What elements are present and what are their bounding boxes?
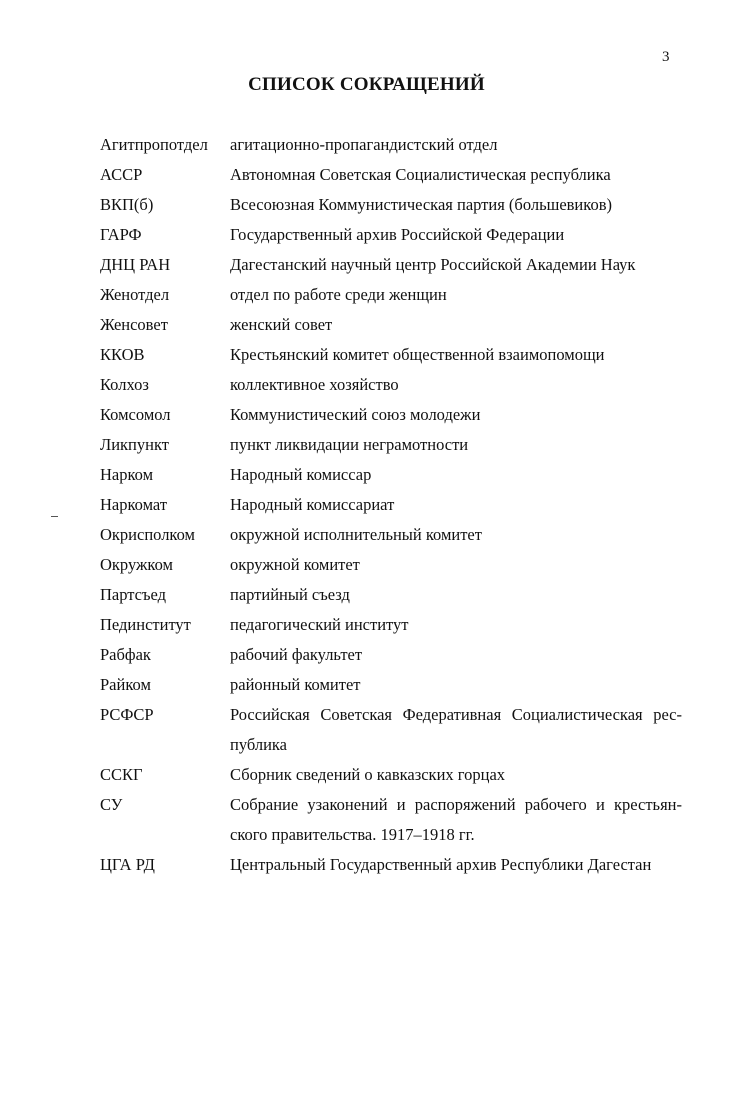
abbreviation-entry — [0, 280, 733, 310]
definition-line: партийный съезд — [230, 585, 350, 604]
abbreviation-definition — [230, 700, 682, 760]
abbreviation-entry — [0, 430, 733, 460]
definition-line: Крестьянский комитет общественной взаимопомощи — [230, 345, 605, 364]
abbreviation-term: Рабфак — [100, 645, 151, 664]
abbreviation-entry — [0, 520, 733, 550]
abbreviation-term: ССКГ — [100, 765, 143, 784]
abbreviation-entry — [0, 700, 733, 760]
definition-line: Народный комиссариат — [230, 495, 395, 514]
definition-line: Центральный Государственный архив Республики Дагестан — [230, 855, 652, 874]
abbreviation-entry — [0, 550, 733, 580]
abbreviation-term: Колхоз — [100, 375, 149, 394]
page-title: СПИСОК СОКРАЩЕНИЙ — [248, 74, 485, 95]
abbreviation-term: Женотдел — [100, 285, 170, 304]
abbreviation-definition — [230, 580, 682, 610]
definition-line: коллективное хозяйство — [230, 375, 399, 394]
abbreviation-definition — [230, 400, 682, 430]
abbreviation-term: Ликпункт — [100, 435, 169, 454]
abbreviation-term: ГАРФ — [100, 225, 142, 244]
definition-line: Сборник сведений о кавказских горцах — [230, 765, 506, 784]
abbreviation-entry — [0, 250, 733, 280]
abbreviation-list — [0, 130, 733, 880]
abbreviation-entry — [0, 850, 733, 880]
abbreviation-entry — [0, 610, 733, 640]
abbreviation-definition — [230, 610, 682, 640]
abbreviation-entry — [0, 400, 733, 430]
abbreviation-entry — [0, 160, 733, 190]
abbreviation-term: ЦГА РД — [100, 855, 155, 874]
abbreviation-entry — [0, 670, 733, 700]
abbreviation-definition — [230, 460, 682, 490]
abbreviation-entry — [0, 190, 733, 220]
abbreviation-definition — [230, 670, 682, 700]
abbreviation-term: Партсъед — [100, 585, 167, 604]
definition-line: Собрание узаконений и распоряжений рабочего и крестьян- — [230, 795, 682, 814]
abbreviation-entry — [0, 310, 733, 340]
abbreviation-entry — [0, 460, 733, 490]
abbreviation-term: ДНЦ РАН — [100, 255, 171, 274]
definition-line: Коммунистический союз молодежи — [230, 405, 481, 424]
abbreviation-term: ККОВ — [100, 345, 145, 364]
abbreviation-term: ВКП(б) — [100, 195, 154, 214]
definition-line: публика — [230, 735, 288, 754]
definition-line: пункт ликвидации неграмотности — [230, 435, 469, 454]
abbreviation-term: Пединститут — [100, 615, 191, 634]
abbreviation-definition — [230, 490, 682, 520]
page-number: 3 — [662, 49, 670, 65]
definition-line: женский совет — [230, 315, 333, 334]
abbreviation-entry — [0, 760, 733, 790]
abbreviation-entry — [0, 640, 733, 670]
definition-line: районный комитет — [230, 675, 361, 694]
abbreviation-definition — [230, 190, 682, 220]
abbreviation-entry — [0, 790, 733, 850]
abbreviation-definition — [230, 250, 682, 280]
abbreviation-term: АССР — [100, 165, 143, 184]
abbreviation-definition — [230, 280, 682, 310]
abbreviation-definition — [230, 430, 682, 460]
definition-line: отдел по работе среди женщин — [230, 285, 447, 304]
abbreviation-definition — [230, 130, 682, 160]
definition-line: Всесоюзная Коммунистическая партия (большевиков) — [230, 195, 612, 214]
abbreviation-entry — [0, 580, 733, 610]
definition-line: Народный комиссар — [230, 465, 372, 484]
definition-line: ского правительства. 1917–1918 гг. — [230, 825, 475, 844]
abbreviation-term: Женсовет — [100, 315, 168, 334]
definition-line: Российская Советская Федеративная Социалистическая рес- — [230, 705, 682, 724]
definition-line: Дагестанский научный центр Российской Академии Наук — [230, 255, 636, 274]
abbreviation-term: Нарком — [100, 465, 154, 484]
definition-line: окружной комитет — [230, 555, 360, 574]
abbreviation-term: РСФСР — [100, 705, 154, 724]
definition-line: Государственный архив Российской Федерации — [230, 225, 565, 244]
abbreviation-definition — [230, 640, 682, 670]
definition-line: педагогический институт — [230, 615, 409, 634]
definition-line: Автономная Советская Социалистическая республика — [230, 165, 611, 184]
abbreviation-definition — [230, 850, 682, 880]
abbreviation-definition — [230, 520, 682, 550]
abbreviation-entry — [0, 220, 733, 250]
abbreviation-definition — [230, 550, 682, 580]
abbreviation-term: Райком — [100, 675, 151, 694]
abbreviation-entry — [0, 370, 733, 400]
abbreviation-entry — [0, 490, 733, 520]
definition-line: рабочий факультет — [230, 645, 363, 664]
abbreviation-term: Наркомат — [100, 495, 168, 514]
abbreviation-term: Агитпропотдел — [100, 135, 208, 154]
abbreviation-definition — [230, 310, 682, 340]
abbreviation-term: Окружком — [100, 555, 173, 574]
abbreviation-definition — [230, 220, 682, 250]
abbreviation-definition — [230, 760, 682, 790]
definition-line: окружной исполнительный комитет — [230, 525, 482, 544]
abbreviation-definition — [230, 370, 682, 400]
abbreviation-definition — [230, 790, 682, 850]
abbreviation-entry — [0, 130, 733, 160]
abbreviation-definition — [230, 340, 682, 370]
abbreviation-definition — [230, 160, 682, 190]
abbreviation-term: Окрисполком — [100, 525, 195, 544]
abbreviation-entry — [0, 340, 733, 370]
abbreviation-term: СУ — [100, 795, 123, 814]
definition-line: агитационно-пропагандистский отдел — [230, 135, 498, 154]
abbreviation-term: Комсомол — [100, 405, 171, 424]
